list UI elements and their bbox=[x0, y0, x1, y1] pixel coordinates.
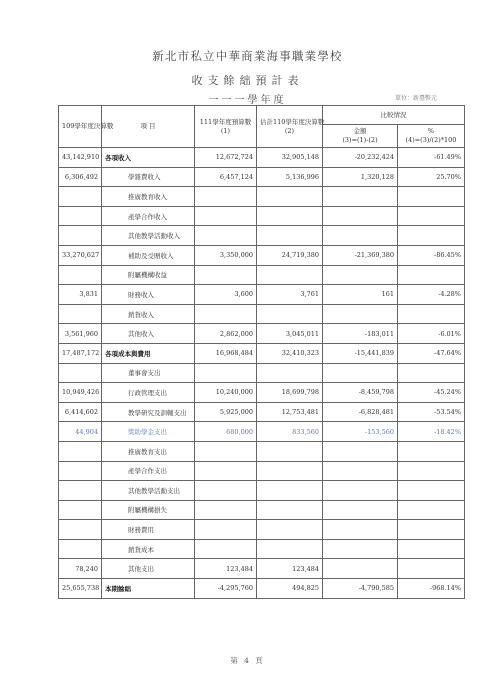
cell-budget: -4,295,760 bbox=[195, 579, 257, 599]
cell-budget: 6,457,124 bbox=[195, 167, 257, 187]
cell-prev-actual bbox=[59, 441, 102, 461]
cell-item: 本期餘絀 bbox=[102, 579, 195, 599]
cell-estimate bbox=[257, 187, 323, 207]
col-prev-actual: 109學年度決算數 bbox=[59, 106, 102, 148]
cell-amount: -4,790,585 bbox=[323, 579, 398, 599]
cell-pct: -86.45% bbox=[398, 245, 465, 265]
cell-pct: -6.01% bbox=[398, 324, 465, 344]
cell-estimate bbox=[257, 363, 323, 383]
table-row bbox=[59, 520, 465, 540]
cell-estimate bbox=[257, 481, 323, 501]
cell-amount bbox=[323, 363, 398, 383]
table-row bbox=[59, 481, 465, 501]
cell-pct bbox=[398, 559, 465, 579]
cell-budget: 123,484 bbox=[195, 559, 257, 579]
cell-estimate bbox=[257, 226, 323, 246]
cell-amount: -183,011 bbox=[323, 324, 398, 344]
cell-item: 銷貨收入 bbox=[102, 304, 195, 324]
table-row bbox=[59, 559, 465, 579]
cell-amount: -21,369,380 bbox=[323, 245, 398, 265]
cell-prev-actual bbox=[59, 520, 102, 540]
cell-amount: -20,232,424 bbox=[323, 148, 398, 168]
cell-estimate: 494,825 bbox=[257, 579, 323, 599]
cell-budget bbox=[195, 187, 257, 207]
cell-amount bbox=[323, 304, 398, 324]
table-row bbox=[59, 579, 465, 599]
cell-item: 行政管理支出 bbox=[102, 383, 195, 403]
cell-prev-actual: 17,487,172 bbox=[59, 343, 102, 363]
cell-estimate bbox=[257, 441, 323, 461]
table-row bbox=[59, 285, 465, 305]
col-item: 項 目 bbox=[102, 106, 195, 148]
cell-estimate bbox=[257, 206, 323, 226]
cell-prev-actual bbox=[59, 500, 102, 520]
currency-unit: 單位：新臺幣元 bbox=[395, 95, 438, 102]
table-row bbox=[59, 343, 465, 363]
cell-budget: 10,240,000 bbox=[195, 383, 257, 403]
cell-budget bbox=[195, 226, 257, 246]
cell-pct bbox=[398, 304, 465, 324]
cell-prev-actual: 25,655,738 bbox=[59, 579, 102, 599]
cell-prev-actual bbox=[59, 363, 102, 383]
cell-amount: -8,459,798 bbox=[323, 383, 398, 403]
cell-item: 銷貨成本 bbox=[102, 539, 195, 559]
cell-item: 其他教學活動支出 bbox=[102, 481, 195, 501]
cell-prev-actual bbox=[59, 265, 102, 285]
cell-item: 財務收入 bbox=[102, 285, 195, 305]
cell-item: 補助及受贈收入 bbox=[102, 245, 195, 265]
table-row bbox=[59, 363, 465, 383]
col-pct-sub: (4)=(3)/(2)*100 bbox=[405, 136, 457, 144]
cell-item: 其他支出 bbox=[102, 559, 195, 579]
budget-table bbox=[58, 105, 465, 599]
col-amount bbox=[323, 125, 398, 148]
col-compare: 比較情況 bbox=[323, 106, 465, 125]
table-row bbox=[59, 265, 465, 285]
col-budget-label: 111學年度預算數 bbox=[199, 117, 252, 126]
cell-item: 附屬機構收益 bbox=[102, 265, 195, 285]
academic-year: 一一一學年度 bbox=[208, 95, 287, 106]
cell-pct: -53.54% bbox=[398, 402, 465, 422]
cell-prev-actual bbox=[59, 539, 102, 559]
cell-estimate bbox=[257, 520, 323, 540]
cell-pct bbox=[398, 500, 465, 520]
cell-amount: 161 bbox=[323, 285, 398, 305]
cell-item: 附屬機構損失 bbox=[102, 500, 195, 520]
cell-pct bbox=[398, 226, 465, 246]
cell-pct bbox=[398, 539, 465, 559]
cell-amount bbox=[323, 187, 398, 207]
cell-amount bbox=[323, 226, 398, 246]
cell-budget: 3,600 bbox=[195, 285, 257, 305]
cell-amount bbox=[323, 265, 398, 285]
table-row bbox=[59, 206, 465, 226]
table-row bbox=[59, 187, 465, 207]
cell-prev-actual: 10,949,426 bbox=[59, 383, 102, 403]
cell-prev-actual bbox=[59, 226, 102, 246]
table-row bbox=[59, 441, 465, 461]
cell-prev-actual: 6,414,602 bbox=[59, 402, 102, 422]
cell-item: 產學合作收入 bbox=[102, 206, 195, 226]
col-estimate-label: 估計110學年度決算數 bbox=[260, 117, 325, 126]
cell-amount bbox=[323, 539, 398, 559]
col-amount-label: 金額 bbox=[353, 127, 367, 135]
cell-amount bbox=[323, 481, 398, 501]
cell-prev-actual bbox=[59, 481, 102, 501]
cell-budget bbox=[195, 363, 257, 383]
cell-amount bbox=[323, 206, 398, 226]
cell-item: 各項成本與費用 bbox=[102, 343, 195, 363]
table-row bbox=[59, 148, 465, 168]
cell-pct: 25.70% bbox=[398, 167, 465, 187]
cell-estimate bbox=[257, 304, 323, 324]
cell-estimate: 3,761 bbox=[257, 285, 323, 305]
cell-pct bbox=[398, 265, 465, 285]
cell-budget bbox=[195, 481, 257, 501]
col-amount-sub: (3)=(1)-(2) bbox=[342, 136, 378, 144]
cell-amount bbox=[323, 500, 398, 520]
cell-amount: -6,828,481 bbox=[323, 402, 398, 422]
cell-pct bbox=[398, 187, 465, 207]
table-row bbox=[59, 226, 465, 246]
cell-budget bbox=[195, 304, 257, 324]
cell-budget bbox=[195, 265, 257, 285]
cell-budget: 12,672,724 bbox=[195, 148, 257, 168]
cell-amount: -15,441,839 bbox=[323, 343, 398, 363]
cell-estimate bbox=[257, 539, 323, 559]
cell-amount bbox=[323, 520, 398, 540]
cell-budget bbox=[195, 520, 257, 540]
table-row bbox=[59, 304, 465, 324]
table-row bbox=[59, 422, 465, 442]
cell-prev-actual bbox=[59, 187, 102, 207]
cell-pct: -18.42% bbox=[398, 422, 465, 442]
cell-estimate: 24,719,380 bbox=[257, 245, 323, 265]
col-budget-sub: (1) bbox=[220, 126, 231, 135]
cell-estimate: 12,753,481 bbox=[257, 402, 323, 422]
table-row bbox=[59, 324, 465, 344]
cell-item: 推廣教育收入 bbox=[102, 187, 195, 207]
table-row bbox=[59, 461, 465, 481]
cell-pct: -61.49% bbox=[398, 148, 465, 168]
cell-item: 推廣教育支出 bbox=[102, 441, 195, 461]
cell-prev-actual: 6,306,492 bbox=[59, 167, 102, 187]
cell-item: 其他教學活動收入 bbox=[102, 226, 195, 246]
table-row bbox=[59, 539, 465, 559]
cell-budget: 5,925,000 bbox=[195, 402, 257, 422]
table-row bbox=[59, 167, 465, 187]
cell-item: 各項收入 bbox=[102, 148, 195, 168]
report-title: 收支餘絀預計表 bbox=[191, 74, 304, 87]
cell-item: 教學研究及訓輔支出 bbox=[102, 402, 195, 422]
table-row bbox=[59, 500, 465, 520]
cell-prev-actual: 44,904 bbox=[59, 422, 102, 442]
table-row bbox=[59, 383, 465, 403]
col-estimate bbox=[257, 106, 323, 148]
table-row bbox=[59, 245, 465, 265]
cell-amount bbox=[323, 441, 398, 461]
cell-pct bbox=[398, 363, 465, 383]
cell-estimate: 3,045,011 bbox=[257, 324, 323, 344]
cell-pct: -4.28% bbox=[398, 285, 465, 305]
cell-item: 董事會支出 bbox=[102, 363, 195, 383]
cell-estimate bbox=[257, 461, 323, 481]
cell-budget bbox=[195, 441, 257, 461]
cell-estimate: 833,560 bbox=[257, 422, 323, 442]
cell-budget: 16,968,484 bbox=[195, 343, 257, 363]
cell-amount bbox=[323, 461, 398, 481]
cell-item: 其他收入 bbox=[102, 324, 195, 344]
page-number: 第 4 頁 bbox=[230, 656, 265, 665]
cell-item: 獎助學金支出 bbox=[102, 422, 195, 442]
cell-budget bbox=[195, 539, 257, 559]
cell-item: 財務費用 bbox=[102, 520, 195, 540]
col-budget bbox=[195, 106, 257, 148]
cell-estimate: 32,410,323 bbox=[257, 343, 323, 363]
cell-budget: 2,862,000 bbox=[195, 324, 257, 344]
cell-amount: -153,560 bbox=[323, 422, 398, 442]
cell-budget bbox=[195, 500, 257, 520]
table-row bbox=[59, 402, 465, 422]
cell-amount: 1,320,128 bbox=[323, 167, 398, 187]
cell-estimate bbox=[257, 265, 323, 285]
col-pct-label: % bbox=[427, 127, 435, 135]
cell-pct: -45.24% bbox=[398, 383, 465, 403]
cell-pct bbox=[398, 206, 465, 226]
cell-estimate: 18,699,798 bbox=[257, 383, 323, 403]
cell-estimate: 32,905,148 bbox=[257, 148, 323, 168]
cell-prev-actual bbox=[59, 461, 102, 481]
cell-estimate: 123,484 bbox=[257, 559, 323, 579]
cell-prev-actual: 3,561,960 bbox=[59, 324, 102, 344]
table-header bbox=[59, 106, 465, 148]
cell-estimate: 5,136,996 bbox=[257, 167, 323, 187]
cell-amount bbox=[323, 559, 398, 579]
cell-pct: -47.64% bbox=[398, 343, 465, 363]
cell-budget: 680,000 bbox=[195, 422, 257, 442]
col-estimate-sub: (2) bbox=[284, 126, 295, 135]
cell-item: 產學合作支出 bbox=[102, 461, 195, 481]
cell-pct bbox=[398, 441, 465, 461]
cell-pct bbox=[398, 461, 465, 481]
cell-pct: -968.14% bbox=[398, 579, 465, 599]
cell-prev-actual: 43,142,910 bbox=[59, 148, 102, 168]
cell-prev-actual bbox=[59, 304, 102, 324]
cell-pct bbox=[398, 481, 465, 501]
col-pct bbox=[398, 125, 465, 148]
cell-prev-actual: 78,240 bbox=[59, 559, 102, 579]
cell-budget: 3,350,000 bbox=[195, 245, 257, 265]
cell-prev-actual: 33,270,627 bbox=[59, 245, 102, 265]
cell-item: 學雜費收入 bbox=[102, 167, 195, 187]
cell-budget bbox=[195, 461, 257, 481]
cell-prev-actual: 3,831 bbox=[59, 285, 102, 305]
cell-estimate bbox=[257, 500, 323, 520]
cell-pct bbox=[398, 520, 465, 540]
cell-budget bbox=[195, 206, 257, 226]
cell-prev-actual bbox=[59, 206, 102, 226]
school-name: 新北市私立中華商業海事職業學校 bbox=[152, 49, 343, 63]
table-body bbox=[59, 148, 465, 599]
